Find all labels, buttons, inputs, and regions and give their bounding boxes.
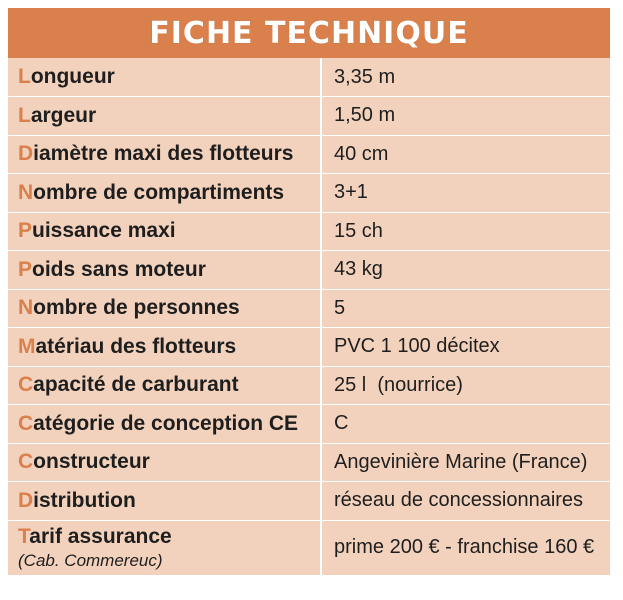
row-value-cell	[321, 97, 610, 136]
table-row	[8, 174, 610, 213]
row-label-initial: T	[18, 524, 30, 548]
row-value: Angevinière Marine (France)	[334, 450, 588, 473]
row-value: 40 cm	[334, 142, 389, 165]
row-label	[18, 525, 320, 549]
row-label-cell	[8, 482, 321, 521]
row-value-cell	[321, 443, 610, 482]
row-label-cell	[8, 97, 321, 136]
row-label	[18, 65, 115, 88]
row-label	[18, 258, 206, 281]
spec-table	[8, 58, 610, 576]
row-label-rest: onstructeur	[33, 450, 150, 474]
row-label-cell	[8, 135, 321, 174]
row-label-initial: N	[18, 180, 34, 204]
row-label	[18, 181, 284, 204]
row-value: 43 kg	[334, 258, 383, 281]
table-row	[8, 251, 610, 290]
row-label-rest: atériau des flotteurs	[35, 334, 237, 358]
row-value-cell	[321, 212, 610, 251]
table-row	[8, 366, 610, 405]
table-row	[8, 443, 610, 482]
row-label-initial: M	[18, 334, 36, 358]
row-label-initial: P	[18, 257, 33, 281]
row-label-rest: arif assurance	[29, 524, 172, 548]
row-label-initial: L	[18, 65, 31, 88]
row-value-cell	[321, 482, 610, 521]
row-label	[18, 296, 240, 319]
row-value: 3+1	[334, 181, 368, 204]
table-row	[8, 58, 610, 97]
row-label-cell	[8, 328, 321, 367]
table-row	[8, 405, 610, 444]
row-label-rest: apacité de carburant	[33, 373, 239, 397]
row-value-cell	[321, 58, 610, 97]
table-row	[8, 520, 610, 575]
row-value-cell	[321, 251, 610, 290]
row-label-cell	[8, 212, 321, 251]
row-label-initial: C	[18, 450, 34, 474]
row-label	[18, 412, 298, 435]
row-value: 1,50 m	[334, 104, 396, 127]
row-label-cell	[8, 58, 321, 97]
row-label-cell	[8, 405, 321, 444]
row-value-cell	[321, 174, 610, 213]
row-label	[18, 335, 236, 358]
row-value-cell	[321, 135, 610, 174]
row-label-rest: ombre de personnes	[33, 296, 240, 320]
row-label-initial: P	[18, 219, 33, 243]
row-value-cell	[321, 520, 610, 575]
row-label-initial: C	[18, 411, 34, 435]
row-value-cell	[321, 405, 610, 444]
table-row	[8, 97, 610, 136]
row-label-rest: istribution	[33, 488, 136, 512]
table-row	[8, 289, 610, 328]
row-label-note: (Cab. Commereuc)	[18, 550, 163, 570]
row-label-initial: D	[18, 142, 34, 166]
row-label-rest: atégorie de conception CE	[33, 411, 299, 435]
table-row	[8, 135, 610, 174]
row-label-cell	[8, 443, 321, 482]
table-row	[8, 328, 610, 367]
row-value: réseau de concessionnaires	[334, 489, 584, 512]
row-label	[18, 450, 150, 473]
row-label	[18, 219, 176, 242]
row-label-initial: D	[18, 488, 34, 512]
page-title: FICHE TECHNIQUE	[149, 15, 469, 51]
row-value: C	[334, 412, 349, 435]
row-value-cell	[321, 289, 610, 328]
row-label	[18, 142, 293, 165]
row-value: 25 l (nourrice)	[334, 373, 463, 396]
row-label-rest: ombre de compartiments	[33, 180, 285, 204]
row-label-rest: ongueur	[30, 65, 115, 88]
row-label-initial: C	[18, 373, 34, 397]
row-label-cell	[8, 520, 321, 575]
header-bar	[8, 8, 610, 58]
table-row	[8, 212, 610, 251]
row-label-rest: argeur	[30, 103, 97, 127]
row-label-cell	[8, 366, 321, 405]
row-label	[18, 373, 239, 396]
row-label-cell	[8, 174, 321, 213]
row-label-cell	[8, 251, 321, 290]
row-value: prime 200 € - franchise 160 €	[334, 536, 595, 558]
table-row	[8, 482, 610, 521]
row-value: 3,35 m	[334, 65, 396, 88]
row-label-initial: L	[18, 103, 31, 127]
row-value-cell	[321, 328, 610, 367]
spec-sheet	[8, 8, 610, 576]
row-label-cell	[8, 289, 321, 328]
row-value: 15 ch	[334, 219, 383, 242]
row-label	[18, 104, 96, 127]
row-value-cell	[321, 366, 610, 405]
row-label-rest: oids sans moteur	[32, 257, 206, 281]
row-label-rest: iamètre maxi des flotteurs	[33, 142, 294, 166]
row-label	[18, 489, 136, 512]
row-value: 5	[334, 296, 346, 319]
row-label-initial: N	[18, 296, 34, 320]
row-value: PVC 1 100 décitex	[334, 335, 500, 358]
row-label-rest: uissance maxi	[32, 219, 176, 243]
